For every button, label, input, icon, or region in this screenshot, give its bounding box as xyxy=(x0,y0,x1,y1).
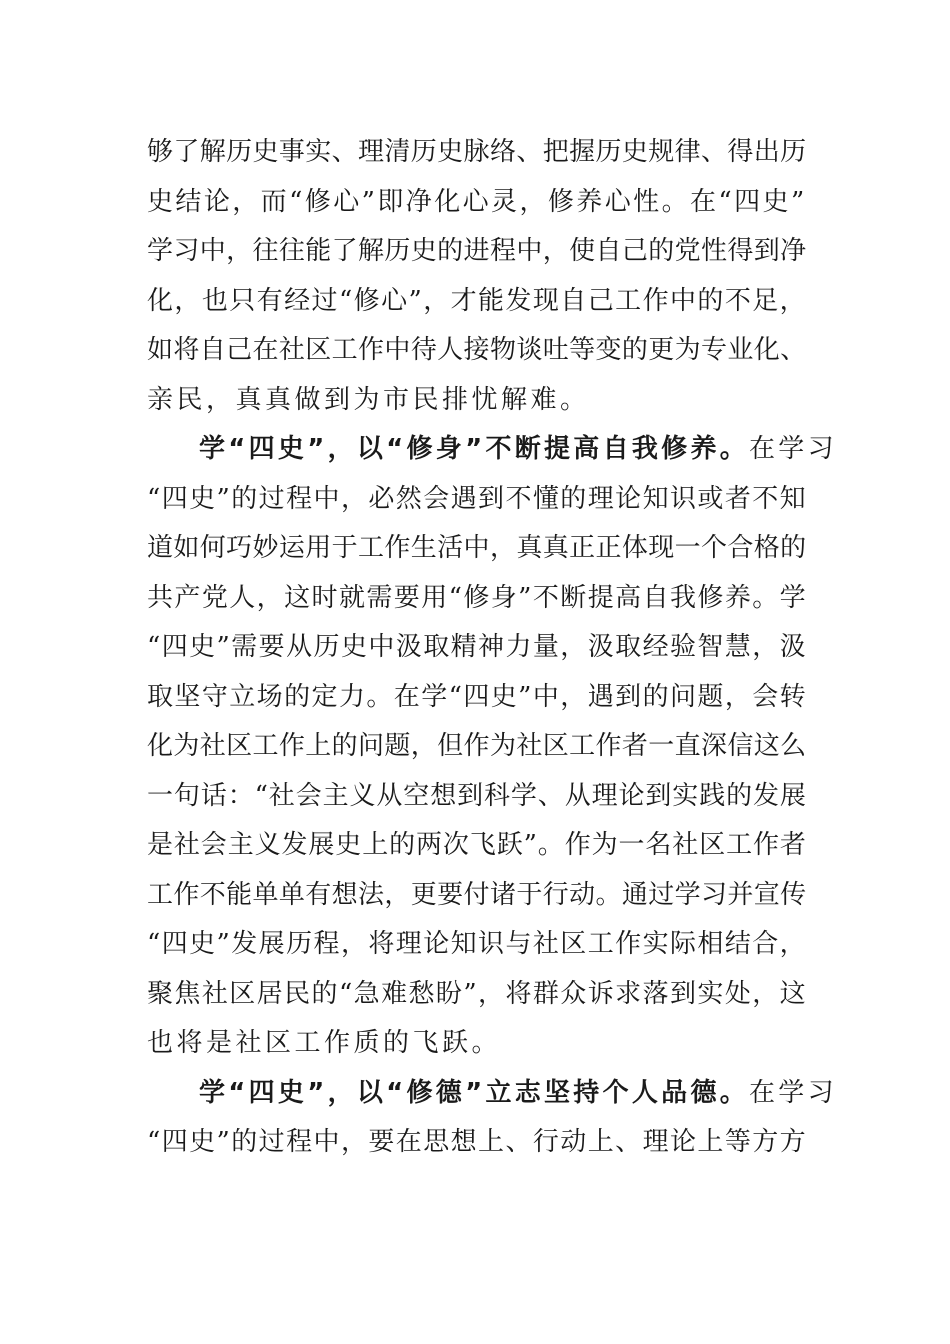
text-line: 聚焦社区居民的“急难愁盼”，将群众诉求落到实处，这 xyxy=(147,978,808,1009)
section-heading-xiude: 学“四史”，以“修德”立志坚持个人品德。 xyxy=(199,1077,750,1108)
text-line: 学习中，往往能了解历史的进程中，使自己的党性得到净 xyxy=(147,236,807,266)
text-line: 一句话：“社会主义从空想到科学、从理论到实践的发展 xyxy=(147,780,807,811)
text-line: 也将是社区工作质的飞跃。 xyxy=(147,1028,502,1058)
text-line: “四史”的过程中，要在思想上、行动上、理论上等方方 xyxy=(147,1127,808,1157)
text-line: 史结论，而“修心”即净化心灵，修养心性。在“四史” xyxy=(147,186,807,217)
text-line: 化为社区工作上的问题，但作为社区工作者一直深信这么 xyxy=(147,731,807,761)
text-line: “四史”需要从历史中汲取精神力量，汲取经验智慧，汲 xyxy=(147,632,808,662)
paragraph-xiude xyxy=(147,1069,837,1168)
text-line: “四史”的过程中，必然会遇到不懂的理论知识或者不知 xyxy=(147,483,808,514)
paragraph-xiuxin xyxy=(147,128,807,425)
text-line: 道如何巧妙运用于工作生活中，真真正正体现一个合格的 xyxy=(147,533,807,563)
paragraph-first-line xyxy=(147,425,837,475)
text-run: 在学习 xyxy=(749,434,837,464)
paragraph-xiushen xyxy=(147,425,837,1069)
paragraph-first-line xyxy=(147,1069,837,1119)
text-line: “四史”发展历程，将理论知识与社区工作实际相结合， xyxy=(147,929,808,959)
document-body xyxy=(147,128,837,1168)
text-line: 共产党人，这时就需要用“修身”不断提高自我修养。学 xyxy=(147,582,808,613)
text-line: 化，也只有经过“修心”，才能发现自己工作中的不足， xyxy=(147,285,808,316)
text-line: 工作不能单单有想法，更要付诸于行动。通过学习并宣传 xyxy=(147,879,807,910)
text-line: 如将自己在社区工作中待人接物谈吐等变的更为专业化、 xyxy=(147,335,807,365)
text-line: 是社会主义发展史上的两次飞跃”。作为一名社区工作者 xyxy=(147,830,807,860)
text-line: 够了解历史事实、理清历史脉络、把握历史规律、得出历 xyxy=(147,137,807,167)
section-heading-xiushen: 学“四史”，以“修身”不断提高自我修养。 xyxy=(199,434,750,464)
text-run: 在学习 xyxy=(749,1077,837,1108)
text-line: 亲民，真真做到为市民排忧解难。 xyxy=(147,384,590,415)
text-line: 取坚守立场的定力。在学“四史”中，遇到的问题，会转 xyxy=(147,681,808,712)
